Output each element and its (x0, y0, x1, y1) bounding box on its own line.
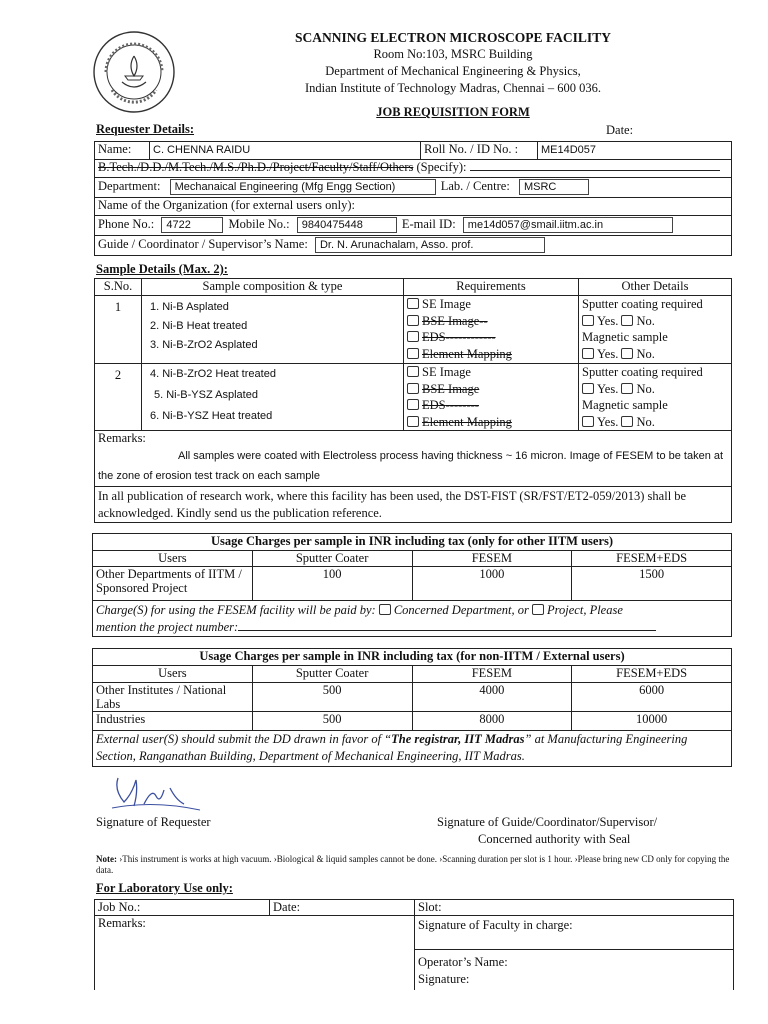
checkbox-icon (621, 315, 633, 326)
sample-table (94, 278, 732, 523)
sample-header-requirements: Requirements (404, 279, 579, 296)
charges-cell: 1000 (412, 567, 572, 601)
table-row (93, 567, 732, 601)
sputter-no[interactable]: No. (621, 382, 654, 396)
operator-name-label[interactable]: Operator’s Name: (418, 955, 508, 969)
sputter-label: Sputter coating required (582, 297, 703, 311)
specify-line[interactable] (470, 170, 720, 171)
sputter-yes[interactable]: Yes. (582, 314, 618, 328)
charges-header: FESEM (412, 551, 572, 567)
charges-cell: 500 (252, 712, 412, 731)
email-value[interactable]: me14d057@smail.iitm.ac.in (463, 217, 673, 233)
sputter-no[interactable]: No. (621, 314, 654, 328)
sample-header-sno: S.No. (95, 279, 142, 296)
charges-external-title: Usage Charges per sample in INR including tax (for non-IITM / External users) (93, 649, 732, 666)
facility-title: SCANNING ELECTRON MICROSCOPE FACILITY (295, 30, 611, 45)
requester-section-label: Requester Details: (96, 122, 195, 136)
magnetic-label: Magnetic sample (582, 398, 668, 412)
charges-cell: 4000 (412, 683, 572, 712)
lab-date-label[interactable]: Date: (270, 900, 415, 916)
req-bse-image[interactable]: BSE Image-- (407, 313, 575, 330)
guide-signature-label-2: Concerned authority with Seal (478, 832, 631, 846)
table-row (93, 683, 732, 712)
charges-cell: 500 (252, 683, 412, 712)
checkbox-icon (532, 604, 544, 615)
lab-value[interactable]: MSRC (519, 179, 589, 195)
checkbox-icon (582, 383, 594, 394)
sample-section-label: Sample Details (Max. 2): (96, 262, 228, 276)
lab-use-title: For Laboratory Use only: (96, 881, 233, 895)
iitm-logo (92, 30, 176, 114)
lab-label: Lab. / Centre: (440, 179, 510, 193)
charges-header: Users (93, 666, 253, 683)
guide-signature-label: Signature of Guide/Coordinator/Supervisor/ (437, 815, 658, 829)
payment-note: Charge(S) for using the FESEM facility will be paid by: (96, 603, 376, 617)
charges-header: FESEM+EDS (572, 551, 732, 567)
req-element-mapping[interactable]: Element Mapping (407, 346, 575, 363)
checkbox-icon (621, 416, 633, 427)
guide-label: Guide / Coordinator / Supervisor’s Name: (98, 237, 308, 251)
req-se-image[interactable]: SE Image (407, 364, 575, 381)
checkbox-icon (407, 399, 419, 410)
checkbox-icon (407, 348, 419, 359)
checkbox-icon (582, 416, 594, 427)
department-label: Department: (98, 179, 161, 193)
sputter-label: Sputter coating required (582, 365, 703, 379)
charges-header: Sputter Coater (252, 551, 412, 567)
sample-item[interactable]: 6. Ni-B-YSZ Heat treated (150, 410, 273, 422)
checkbox-icon (582, 348, 594, 359)
req-bse-image[interactable]: BSE Image (407, 381, 575, 398)
checkbox-icon (621, 383, 633, 394)
mobile-label: Mobile No.: (228, 217, 290, 231)
department-value[interactable]: Mechanaical Engineering (Mfg Engg Section) (170, 179, 436, 195)
requester-signature-label: Signature of Requester (96, 815, 211, 829)
requester-table (94, 141, 732, 256)
req-eds[interactable]: EDS------------ (407, 329, 575, 346)
req-eds[interactable]: EDS-------- (407, 397, 575, 414)
name-label: Name: (95, 142, 150, 160)
sample-sno: 1 (95, 296, 142, 364)
sputter-yes[interactable]: Yes. (582, 382, 618, 396)
header-line-3: Indian Institute of Technology Madras, Chennai – 600 036. (304, 81, 602, 95)
sample-item[interactable]: 2. Ni-B Heat treated (150, 320, 248, 332)
job-no-label[interactable]: Job No.: (95, 900, 270, 916)
email-label: E-mail ID: (401, 217, 456, 231)
lab-use-table (94, 899, 734, 990)
form-title: JOB REQUISITION FORM (376, 105, 530, 119)
charges-header: Users (93, 551, 253, 567)
charges-cell: 8000 (412, 712, 572, 731)
sample-item[interactable]: 1. Ni-B Asplated (150, 301, 229, 313)
faculty-signature-label[interactable]: Signature of Faculty in charge: (415, 916, 734, 950)
dd-note: External user(S) should submit the DD drawn in favor of “ (96, 732, 392, 746)
table-row (95, 296, 732, 364)
sample-header-other: Other Details (579, 279, 732, 296)
checkbox-icon (582, 315, 594, 326)
program-options[interactable]: B.Tech./D.D./M.Tech./M.S./Ph.D./ (98, 160, 273, 174)
sample-item[interactable]: 4. Ni-B-ZrO2 Heat treated (150, 368, 276, 380)
remarks-label: Remarks: (98, 431, 146, 445)
lab-remarks-label[interactable]: Remarks: (95, 916, 415, 990)
dd-payee: The registrar, IIT Madras (391, 732, 525, 746)
sample-header-composition: Sample composition & type (142, 279, 404, 296)
organization-label: Name of the Organization (for external users only): (95, 198, 732, 216)
charges-iitm-title: Usage Charges per sample in INR including tax (only for other IITM users) (93, 534, 732, 551)
charges-cell: Industries (93, 712, 253, 731)
sample-item[interactable]: 5. Ni-B-YSZ Asplated (154, 389, 258, 401)
magnetic-no[interactable]: No. (621, 415, 654, 429)
charges-cell: Other Departments of IITM / Sponsored Project (93, 567, 253, 601)
charges-cell: 100 (252, 567, 412, 601)
dd-note-2: ” at Manufacturing Engineering Section, Ranganathan Building, Department of Mechanical Engineering, IIT Madras. (96, 732, 688, 763)
sample-item[interactable]: 3. Ni-B-ZrO2 Asplated (150, 339, 258, 351)
program-options-2[interactable]: Project/Faculty/Staff/Others (272, 160, 414, 174)
program-specify: (Specify): (416, 160, 467, 174)
charges-header: Sputter Coater (252, 666, 412, 683)
checkbox-icon (407, 315, 419, 326)
charges-cell: 6000 (572, 683, 732, 712)
req-element-mapping[interactable]: Element Mapping (407, 414, 575, 431)
note-text: ›This instrument is works at high vacuum. ›Biological & liquid samples cannot be done. ›Scanning duration per slot is 1 hour. ›Please bring new CD only for copying the data. (96, 854, 730, 875)
slot-label[interactable]: Slot: (415, 900, 734, 916)
charges-cell: Other Institutes / National Labs (93, 683, 253, 712)
note-label: Note: (96, 854, 117, 864)
checkbox-icon (407, 383, 419, 394)
table-row (95, 364, 732, 431)
date-label: Date: (606, 123, 634, 137)
charges-cell: 10000 (572, 712, 732, 731)
guide-value[interactable]: Dr. N. Arunachalam, Asso. prof. (315, 237, 545, 253)
pay-project-option[interactable]: Project, Please (532, 603, 623, 617)
checkbox-icon (407, 298, 419, 309)
charges-header: FESEM+EDS (572, 666, 732, 683)
phone-value[interactable]: 4722 (161, 217, 223, 233)
mobile-value[interactable]: 9840475448 (297, 217, 397, 233)
project-number-line[interactable] (238, 630, 656, 631)
charges-external-table (92, 648, 732, 767)
acknowledgement-text: In all publication of research work, where this facility has been used, the DST-FIST (SR/FST/ET2-059/2013) shall be acknowledged. Kindly send us the publication reference. (95, 487, 732, 523)
checkbox-icon (407, 366, 419, 377)
charges-cell: 1500 (572, 567, 732, 601)
roll-label: Roll No. / ID No. : (421, 142, 538, 160)
magnetic-yes[interactable]: Yes. (582, 347, 618, 361)
checkbox-icon (379, 604, 391, 615)
operator-signature-label[interactable]: Signature: (418, 972, 470, 986)
checkbox-icon (407, 416, 419, 427)
req-se-image[interactable]: SE Image (407, 296, 575, 313)
phone-label: Phone No.: (98, 217, 155, 231)
name-value[interactable]: C. CHENNA RAIDU (153, 144, 251, 156)
project-number-label: mention the project number: (96, 620, 239, 634)
checkbox-icon (621, 348, 633, 359)
roll-value[interactable]: ME14D057 (541, 144, 597, 156)
requester-signature-image (104, 770, 204, 816)
header-line-2: Department of Mechanical Engineering & Physics, (325, 64, 581, 78)
magnetic-label: Magnetic sample (582, 330, 668, 344)
magnetic-yes[interactable]: Yes. (582, 415, 618, 429)
remarks-text[interactable]: All samples were coated with Electroless process having thickness ~ 16 micron. Image of FESEM to be taken at the zone of erosion test track on each sample (98, 450, 724, 482)
charges-header: FESEM (412, 666, 572, 683)
table-row (93, 712, 732, 731)
magnetic-no[interactable]: No. (621, 347, 654, 361)
header-line-1: Room No:103, MSRC Building (373, 47, 533, 61)
charges-iitm-table (92, 533, 732, 637)
sample-sno: 2 (95, 364, 142, 431)
checkbox-icon (407, 331, 419, 342)
pay-department-option[interactable]: Concerned Department, or (379, 603, 529, 617)
